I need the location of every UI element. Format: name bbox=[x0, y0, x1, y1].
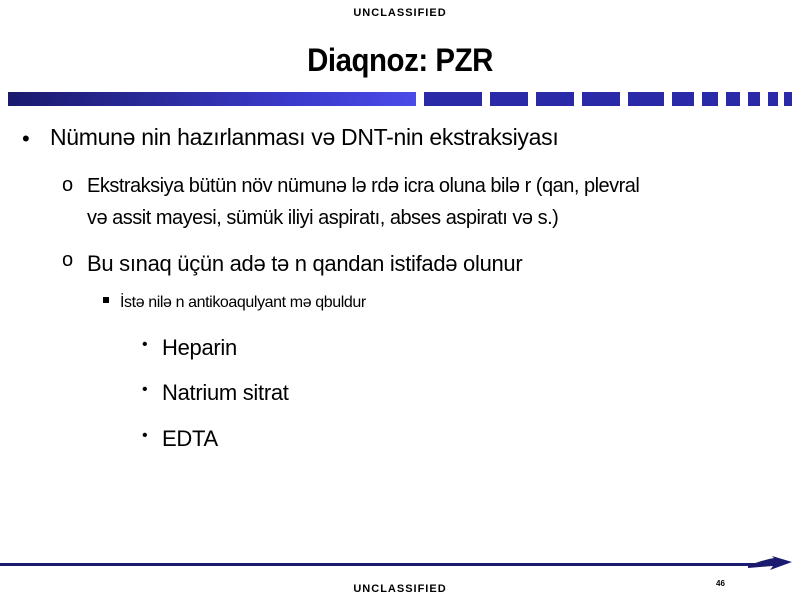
bullet-level2-text: Bu sınaq üçün adə tə n qandan istifadə olunur bbox=[87, 251, 523, 276]
small-dot-icon: • bbox=[142, 381, 148, 398]
slide-title: Diaqnoz: PZR bbox=[307, 42, 493, 78]
bullet-level2-text-line2: və assit mayesi, sümük iliyi aspiratı, abses aspiratı və s.) bbox=[87, 207, 559, 229]
bullet-level2-text-line1: Ekstraksiya bütün növ nümunə lə rdə icra oluna bilə r (qan, plevral bbox=[87, 175, 640, 197]
arrow-swoosh-icon bbox=[748, 556, 792, 572]
circle-o-icon: o bbox=[62, 249, 74, 271]
header-bar-block bbox=[672, 92, 694, 106]
header-decorative-bar bbox=[8, 92, 794, 108]
bullet-level3-text: İstə nilə n antikoaqulyant mə qbuldur bbox=[120, 294, 366, 311]
header-bar-block bbox=[490, 92, 528, 106]
top-classification-label: UNCLASSIFIED bbox=[353, 7, 447, 19]
small-dot-icon: • bbox=[142, 336, 148, 353]
list-item-heparin: Heparin bbox=[162, 335, 237, 360]
list-item-edta: EDTA bbox=[162, 426, 218, 451]
header-bar-block bbox=[424, 92, 482, 106]
header-bar-block bbox=[748, 92, 760, 106]
circle-o-icon: o bbox=[62, 174, 74, 196]
header-bar-block bbox=[702, 92, 718, 106]
bottom-classification-label: UNCLASSIFIED bbox=[353, 583, 447, 595]
header-bar-block bbox=[536, 92, 574, 106]
header-bar-block bbox=[582, 92, 620, 106]
header-bar-block bbox=[768, 92, 778, 106]
bullet-dot-icon: • bbox=[22, 126, 30, 151]
list-item-natrium-sitrat: Natrium sitrat bbox=[162, 380, 289, 405]
header-bar-block bbox=[726, 92, 740, 106]
bullet-level1-text: Nümunə nin hazırlanması və DNT-nin ekstraksiyası bbox=[50, 124, 559, 150]
header-bar-block bbox=[784, 92, 792, 106]
footer-line bbox=[0, 563, 760, 566]
header-bar-gradient bbox=[8, 92, 416, 106]
header-bar-block bbox=[628, 92, 664, 106]
page-number: 46 bbox=[716, 579, 725, 588]
small-dot-icon: • bbox=[142, 427, 148, 444]
square-icon bbox=[103, 297, 109, 303]
